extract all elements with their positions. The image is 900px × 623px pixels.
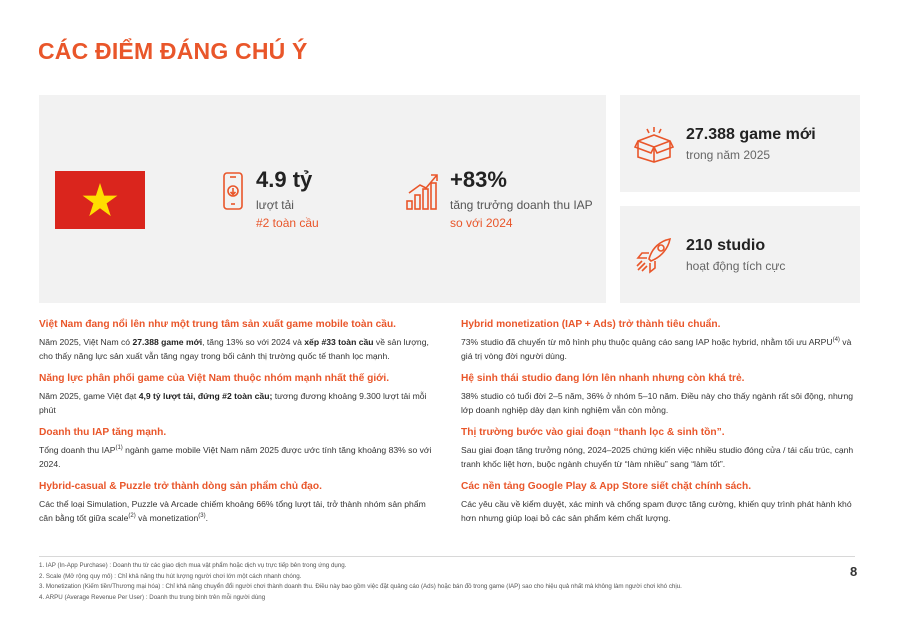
section-body bbox=[39, 336, 439, 363]
body-text: Các yêu cầu về kiểm duyệt, xác minh và chống spam được tăng cường, khiến quy trình phát hành khó hơn nhưng giúp loại bỏ các sản phẩm kém chất lượng. bbox=[461, 499, 852, 523]
studios-label: hoạt động tích cực bbox=[686, 259, 786, 273]
body-text: tương đương khoảng 9.300 lượt tải mỗi phút bbox=[39, 391, 427, 415]
section-heading: Các nền tảng Google Play & App Store siết chặt chính sách. bbox=[461, 481, 752, 492]
section-heading: Doanh thu IAP tăng mạnh. bbox=[39, 427, 167, 438]
studios-value: 210 studio bbox=[686, 237, 766, 254]
right-column bbox=[461, 318, 861, 534]
footnote-ref: (1) bbox=[115, 445, 123, 452]
body-text: . bbox=[205, 512, 209, 523]
growth-chart-icon bbox=[406, 171, 442, 216]
downloads-value: 4.9 tỷ bbox=[256, 167, 313, 192]
body-text: Năm 2025, Việt Nam có bbox=[39, 337, 133, 347]
footnote: 1. IAP (In-App Purchase) : Doanh thu từ các giao dịch mua vật phẩm hoặc dịch vụ trực tiếp bên trong ứng dụng. bbox=[39, 562, 347, 569]
body-text: và monetization bbox=[135, 512, 199, 523]
growth-compare: so với 2024 bbox=[450, 216, 513, 230]
section-body bbox=[39, 498, 439, 525]
growth-value: +83% bbox=[450, 167, 507, 192]
body-text: Các thể loại Simulation, Puzzle và Arcade chiếm khoảng 66% tổng lượt tải, trở thành nhóm sản phẩm cân bằng tốt giữa scale bbox=[39, 499, 426, 523]
page-title: CÁC ĐIỂM ĐÁNG CHÚ Ý bbox=[38, 38, 308, 64]
hero-panel bbox=[39, 95, 606, 303]
body-text: 73% studio đã chuyển từ mô hình phụ thuộc quảng cáo sang IAP hoặc hybrid, nhằm tối ưu ARPU bbox=[461, 337, 833, 347]
body-text: 38% studio có tuổi đời 2–5 năm, 36% ở nhóm 5–10 năm. Điều này cho thấy ngành rất sôi động, nhưng lớp doanh nghiệp dày dạn kinh nghiệm vẫn còn mỏng. bbox=[461, 391, 854, 415]
body-text: ngành game mobile Việt Nam năm 2025 được ước tính tăng khoảng 83% so với 2024. bbox=[39, 445, 432, 469]
section-heading: Việt Nam đang nổi lên như một trung tâm sản xuất game mobile toàn cầu. bbox=[39, 319, 397, 330]
section-heading: Hybrid-casual & Puzzle trở thành dòng sản phẩm chủ đạo. bbox=[39, 481, 322, 492]
rocket-icon bbox=[634, 236, 674, 279]
new-games-card bbox=[620, 95, 860, 192]
body-text: 4,9 tỷ lượt tải, đứng #2 toàn cầu; bbox=[138, 391, 273, 401]
body-text: xếp #33 toàn cầu bbox=[304, 337, 374, 347]
section-body bbox=[461, 444, 861, 471]
section-heading: Thị trường bước vào giai đoạn “thanh lọc & sinh tồn”. bbox=[461, 427, 725, 438]
footnote-ref: (2) bbox=[128, 512, 136, 519]
new-games-label: trong năm 2025 bbox=[686, 148, 771, 162]
footnote-ref: (4) bbox=[832, 337, 840, 344]
box-icon bbox=[634, 125, 674, 168]
body-text: Tổng doanh thu IAP bbox=[39, 445, 116, 455]
section-heading: Năng lực phân phối game của Việt Nam thuộc nhóm mạnh nhất thế giới. bbox=[39, 373, 390, 384]
growth-label: tăng trưởng doanh thu IAP bbox=[450, 198, 593, 212]
section-heading: Hybrid monetization (IAP + Ads) trở thành tiêu chuẩn. bbox=[461, 319, 721, 330]
section-body bbox=[39, 390, 439, 417]
body-text: về sản lượng, cho thấy năng lực sản xuất vẫn tăng ngay trong bối cảnh thị trường quốc tế thanh lọc mạnh. bbox=[39, 337, 429, 361]
page-number: 8 bbox=[850, 564, 858, 579]
section-body bbox=[461, 336, 861, 363]
body-text: , tăng 13% so với 2024 và bbox=[202, 337, 305, 347]
phone-download-icon bbox=[222, 171, 244, 216]
vietnam-flag-icon bbox=[55, 171, 145, 229]
section-body bbox=[39, 444, 439, 471]
body-text: Năm 2025, game Việt đạt bbox=[39, 391, 139, 401]
downloads-rank: #2 toàn cầu bbox=[256, 216, 319, 230]
footnotes bbox=[39, 561, 799, 603]
footer-divider bbox=[39, 556, 855, 557]
section-body bbox=[461, 390, 861, 417]
downloads-label: lượt tải bbox=[256, 198, 294, 212]
section-heading: Hệ sinh thái studio đang lớn lên nhanh nhưng còn khá trẻ. bbox=[461, 373, 745, 384]
body-text: Sau giai đoạn tăng trưởng nóng, 2024–2025 chứng kiến việc nhiều studio đóng cửa / tái cấu trúc, cạnh tranh khốc liệt hơn, buộc ngành chuyển từ “làm nhiều” sang “làm tốt”. bbox=[461, 445, 854, 469]
footnote-ref: (3) bbox=[198, 512, 206, 519]
section-body bbox=[461, 498, 861, 525]
left-column bbox=[39, 318, 439, 534]
studios-card bbox=[620, 206, 860, 303]
footnote: 4. ARPU (Average Revenue Per User) : Doanh thu trung bình trên mỗi người dùng bbox=[39, 593, 266, 601]
body-text: 27.388 game mới bbox=[132, 337, 203, 347]
new-games-value: 27.388 game mới bbox=[686, 126, 816, 143]
footnote: 3. Monetization (Kiếm tiền/Thương mại hóa) : Chỉ khả năng chuyển đổi người chơi thành doanh thu. Điều này bao gồm việc đặt quảng cáo (Ads) hoặc bán đồ trong game (IAP) sao cho hiệu quả nhất mà không làm người chơi khó chịu. bbox=[39, 583, 682, 590]
footnote: 2. Scale (Mở rộng quy mô) : Chỉ khả năng thu hút lượng người chơi lớn một cách nhanh chóng. bbox=[39, 572, 302, 580]
body-text: và giá trị vòng đời người dùng. bbox=[461, 337, 852, 361]
